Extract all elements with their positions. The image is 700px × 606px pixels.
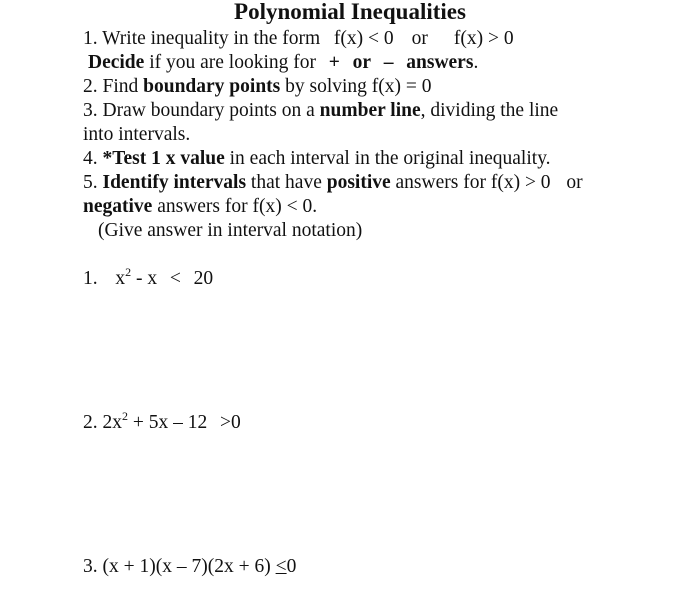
step-1-or: or	[411, 28, 428, 49]
problem-2-relation: >	[220, 412, 231, 433]
problem-2-number: 2.	[83, 412, 98, 433]
step-1-decide	[88, 51, 478, 75]
step-3-pre: Draw boundary points on a	[102, 100, 315, 121]
step-1	[83, 27, 514, 51]
step-3	[83, 99, 558, 123]
problem-3-rhs: 0	[286, 556, 297, 577]
problem-3-expression: (x + 1)(x – 7)(2x + 6)	[102, 556, 271, 577]
step-5-or: or	[566, 172, 583, 193]
problem-3-relation: <	[275, 556, 287, 577]
problem-3	[83, 555, 296, 579]
step-3-post: , dividing the line	[420, 100, 559, 121]
page-title: Polynomial Inequalities	[234, 0, 466, 24]
step-4-post: in each interval in the original inequality.	[229, 148, 551, 169]
step-5-mid-1: that have	[250, 172, 322, 193]
step-5	[83, 171, 583, 195]
step-5-bold-3: negative	[83, 196, 153, 217]
step-2-pre: Find	[102, 76, 139, 97]
step-2-bold: boundary points	[143, 76, 281, 97]
problem-1-term: x	[115, 268, 126, 289]
step-3-number: 3.	[83, 100, 98, 121]
step-5-number: 5.	[83, 172, 98, 193]
step-2-post: by solving f(x) = 0	[285, 76, 432, 97]
problem-2-rest: + 5x – 12	[132, 412, 208, 433]
step-5-mid-3: answers for f(x) < 0.	[157, 196, 318, 217]
problem-3-number: 3.	[83, 556, 98, 577]
step-1-form-less: f(x) < 0	[333, 28, 394, 49]
problem-1	[83, 267, 213, 291]
problem-1-number: 1.	[83, 268, 98, 289]
step-1-number: 1.	[83, 28, 98, 49]
decide-text: if you are looking for	[149, 52, 316, 73]
problem-2-term: 2x	[102, 412, 122, 433]
decide-or: or	[352, 52, 372, 73]
minus-sign: –	[383, 52, 394, 73]
plus-sign: +	[328, 52, 340, 73]
step-3-continuation: into intervals.	[83, 124, 191, 145]
problem-2	[83, 411, 241, 435]
step-4-number: 4.	[83, 148, 98, 169]
decide-period: .	[473, 52, 479, 73]
step-3-bold: number line	[319, 100, 421, 121]
answers-bold: answers	[406, 52, 474, 73]
problem-2-rhs: 0	[231, 412, 241, 433]
step-5-mid-2: answers for f(x) > 0	[395, 172, 551, 193]
problem-1-rhs: 20	[193, 268, 214, 289]
problem-1-relation: <	[169, 268, 181, 289]
step-4	[83, 147, 551, 171]
step-1-form-greater: f(x) > 0	[453, 28, 514, 49]
interval-notation-note: (Give answer in interval notation)	[98, 220, 363, 241]
step-1-text: Write inequality in the form	[102, 28, 321, 49]
problem-1-exponent: 2	[125, 265, 132, 279]
step-5-continuation	[83, 195, 317, 219]
problem-1-rest: - x	[136, 268, 158, 289]
problem-2-exponent: 2	[122, 409, 128, 423]
step-2	[83, 75, 432, 99]
step-4-bold: *Test 1 x value	[102, 148, 225, 169]
decide-bold: Decide	[88, 52, 145, 73]
step-2-number: 2.	[83, 76, 98, 97]
step-5-bold-2: positive	[326, 172, 391, 193]
step-5-bold-1: Identify intervals	[102, 172, 247, 193]
